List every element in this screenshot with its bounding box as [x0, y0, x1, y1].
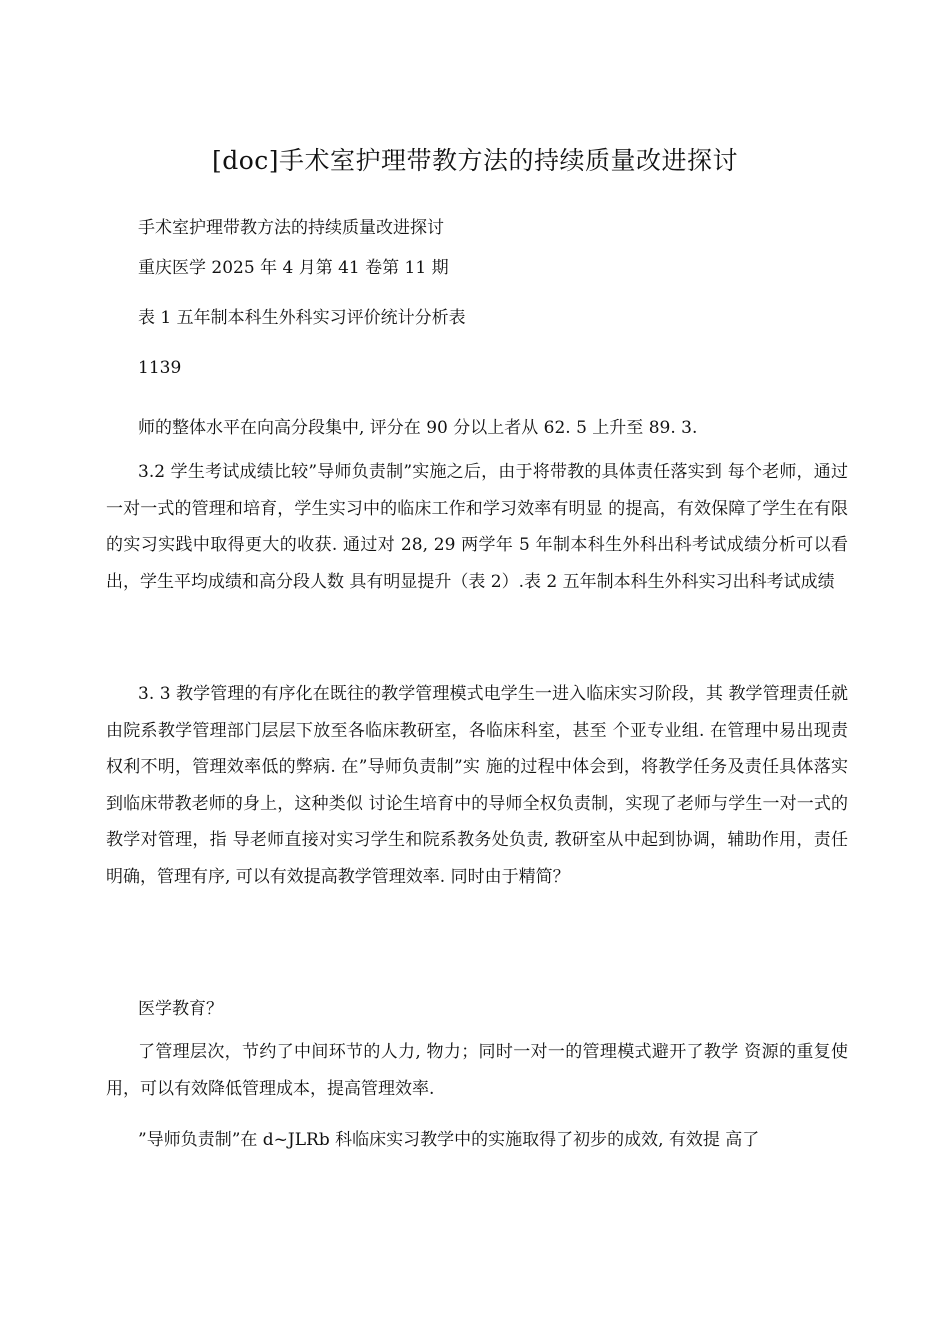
body-paragraph-1: 师的整体水平在向高分段集中, 评分在 90 分以上者从 62. 5 上升至 89. 3. [138, 418, 698, 438]
subtitle-line: 手术室护理带教方法的持续质量改进探讨 [138, 218, 444, 238]
body-paragraph-4: 医学教育？ [138, 999, 223, 1019]
document-title: [doc]手术室护理带教方法的持续质量改进探讨 [211, 146, 739, 175]
page-number-line: 1139 [138, 358, 182, 378]
table-caption-line: 表 1 五年制本科生外科实习评价统计分析表 [138, 308, 466, 328]
body-paragraph-2: 3.2 学生考试成绩比较”导师负责制”实施之后，由于将带教的具体责任落实到 每个老师，通过一对一式的管理和培育，学生实习中的临床工作和学习效率有明显 的提高，有效保障了学生在有限的实习实践中取得更大的收获. 通过对 28, 29 两学年 5 年制本科生外科出科考试成绩分析可以看出，学生平均成绩和高分段人数 具有明显提升（表 2）.表 2 五年制本科生外科实习出科考试成绩 [106, 462, 848, 592]
body-paragraph-5: 了管理层次，节约了中间环节的人力, 物力；同时一对一的管理模式避开了教学 资源的重复使用，可以有效降低管理成本，提高管理效率. [106, 1042, 848, 1099]
body-paragraph-6: ”导师负责制”在 d~JLRb 科临床实习教学中的实施取得了初步的成效, 有效提 高了 [138, 1130, 760, 1150]
body-paragraph-3: 3. 3 教学管理的有序化在既往的教学管理模式电学生一进入临床实习阶段，其 教学管理责任就由院系教学管理部门层层下放至各临床教研室，各临床科室，甚至 个亚专业组. 在管理中易出现责权利不明，管理效率低的弊病. 在”导师负责制”实 施的过程中体会到，将教学任务及责任具体落实到临床带教老师的身上，这种类似 讨论生培育中的导师全权负责制，实现了老师与学生一对一式的教学对管理，指 导老师直接对实习学生和院系教务处负责, 教研室从中起到协调，辅助作用，责任 明确，管理有序, 可以有效提高教学管理效率. 同时由于精简？ [106, 684, 848, 887]
journal-line: 重庆医学 2025 年 4 月第 41 卷第 11 期 [138, 258, 449, 278]
